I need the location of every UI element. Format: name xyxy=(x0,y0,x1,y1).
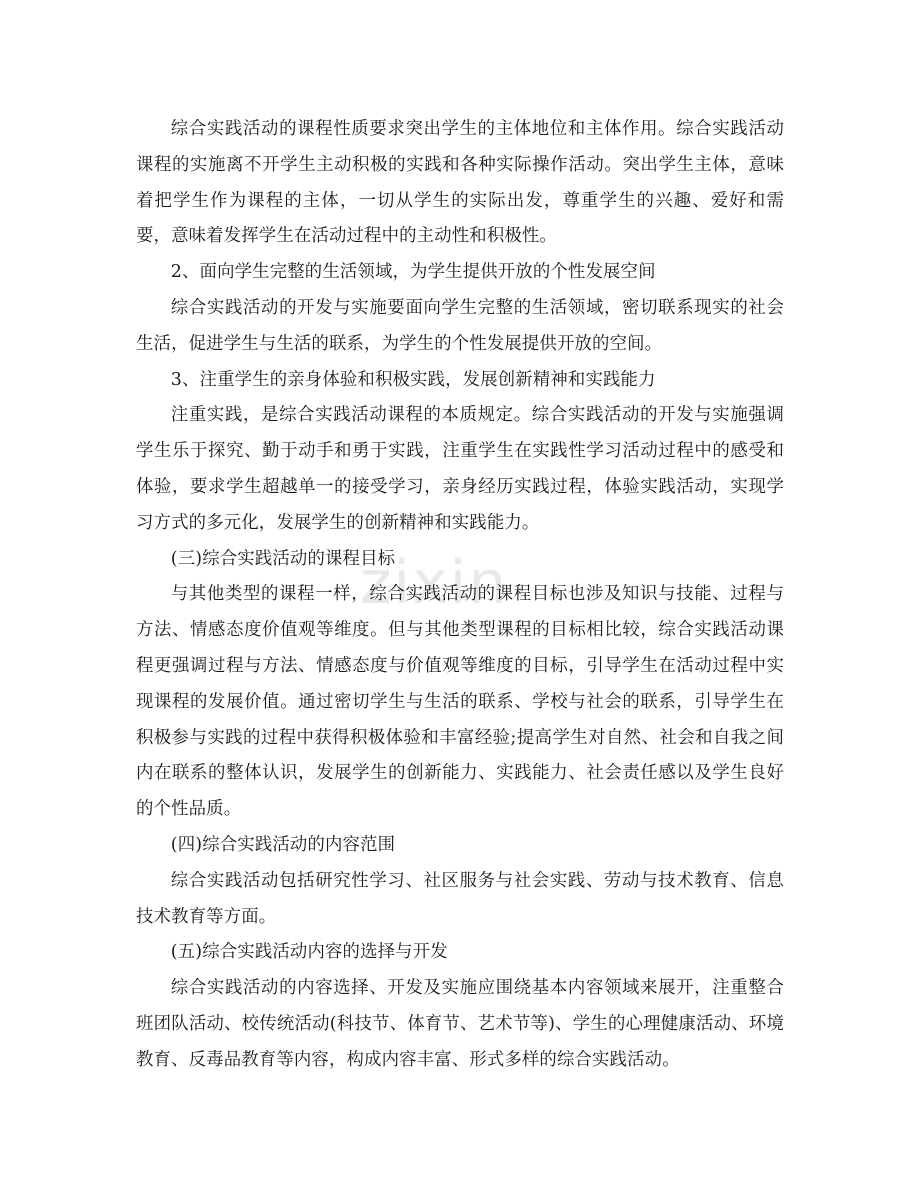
heading-point-2: 2、面向学生完整的生活领域，为学生提供开放的个性发展空间 xyxy=(170,262,656,283)
paragraph-content-scope: 综合实践活动包括研究性学习、社区服务与社会实践、劳动与技术教育、信息技术教育等方面。 xyxy=(136,870,784,927)
document-body xyxy=(136,112,784,1079)
paragraph-subject-role: 综合实践活动的课程性质要求突出学生的主体地位和主体作用。综合实践活动课程的实施离不开学生主动积极的实践和各种实际操作活动。突出学生主体，意味着把学生作为课程的主体，一切从学生的实际出发，尊重学生的兴趣、爱好和需要，意味着发挥学生在活动过程中的主动性和积极性。 xyxy=(136,119,784,247)
heading-section-4: (四)综合实践活动的内容范围 xyxy=(170,834,396,855)
paragraph-practice: 注重实践，是综合实践活动课程的本质规定。综合实践活动的开发与实施强调学生乐于探究、勤于动手和勇于实践，注重学生在实践性学习活动过程中的感受和体验，要求学生超越单一的接受学习，亲身经历实践过程，体验实践活动，实现学习方式的多元化，发展学生的创新精神和实践能力。 xyxy=(136,405,784,533)
paragraph-course-goals: 与其他类型的课程一样，综合实践活动的课程目标也涉及知识与技能、过程与方法、情感态度价值观等维度。但与其他类型课程的目标相比较，综合实践活动课程更强调过程与方法、情感态度与价值观等维度的目标，引导学生在活动过程中实现课程的发展价值。通过密切学生与生活的联系、学校与社会的联系，引导学生在积极参与实践的过程中获得积极体验和丰富经验;提高学生对自然、社会和自我之间内在联系的整体认识，发展学生的创新能力、实践能力、社会责任感以及学生良好的个性品质。 xyxy=(136,584,784,820)
watermark: zixin xyxy=(360,548,509,618)
heading-section-5: (五)综合实践活动内容的选择与开发 xyxy=(170,942,448,963)
paragraph-content-selection: 综合实践活动的内容选择、开发及实施应围绕基本内容领域来展开，注重整合班团队活动、校传统活动(科技节、体育节、艺术节等)、学生的心理健康活动、环境教育、反毒品教育等内容，构成内容丰富、形式多样的综合实践活动。 xyxy=(136,978,784,1070)
heading-point-3: 3、注重学生的亲身体验和积极实践，发展创新精神和实践能力 xyxy=(170,369,656,390)
heading-section-3: (三)综合实践活动的课程目标 xyxy=(170,548,396,569)
paragraph-life-domain: 综合实践活动的开发与实施要面向学生完整的生活领域，密切联系现实的社会生活，促进学生与生活的联系，为学生的个性发展提供开放的空间。 xyxy=(136,297,784,354)
